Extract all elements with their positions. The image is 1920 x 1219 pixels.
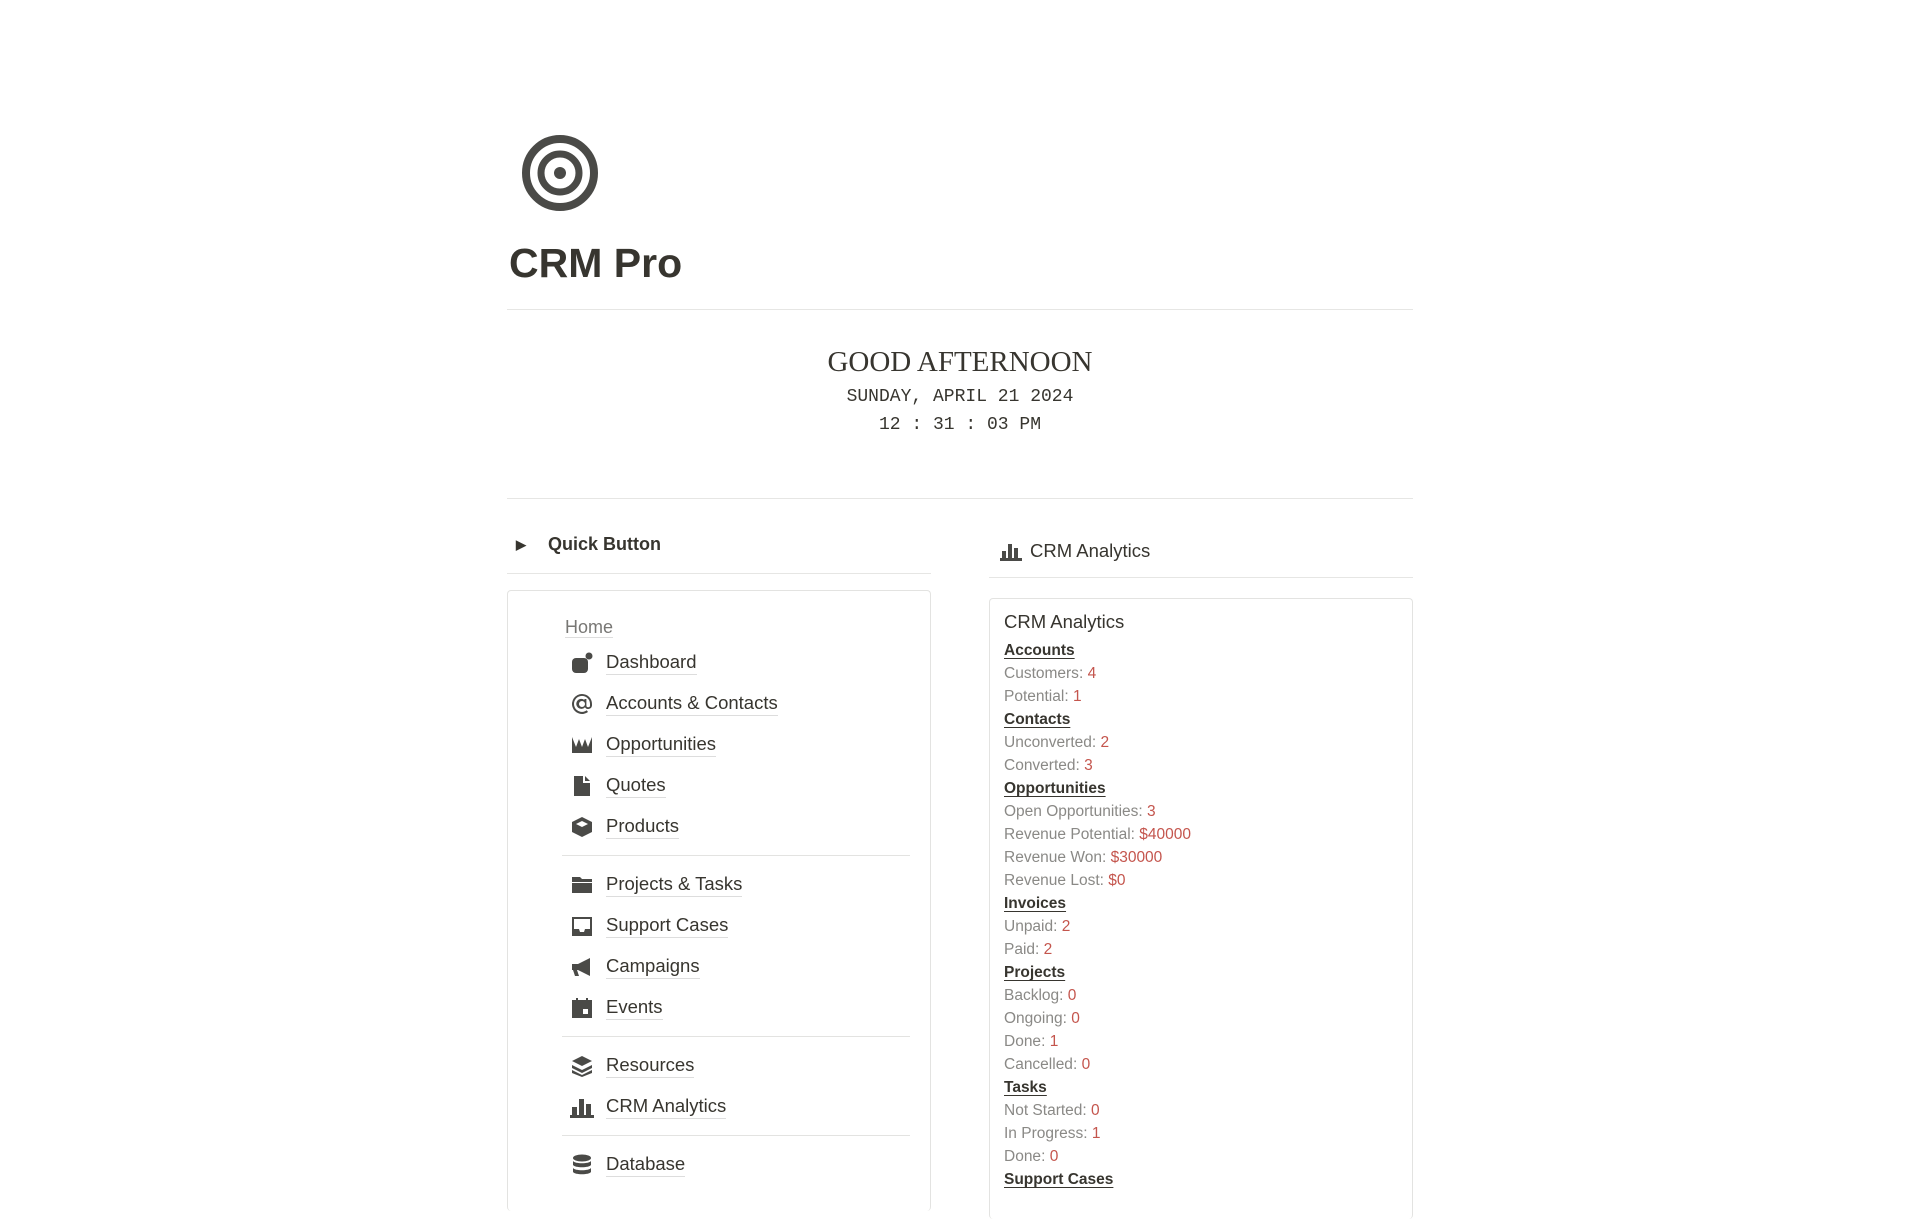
stat-label: Backlog xyxy=(1004,987,1060,1004)
stat-value: 0 xyxy=(1091,1102,1100,1119)
nav-divider xyxy=(562,855,910,856)
section-heading[interactable]: Support Cases xyxy=(1004,1171,1114,1188)
stat-row: Done: 0 xyxy=(1004,1148,1059,1165)
stat-value: 2 xyxy=(1061,918,1071,935)
inbox-icon xyxy=(570,914,594,938)
nav-item-crm-analytics[interactable] xyxy=(565,1086,910,1127)
stat-value: 1 xyxy=(1049,1033,1059,1050)
stat-row: Backlog: 0 xyxy=(1004,987,1077,1004)
stat-label: Not Started xyxy=(1004,1102,1083,1119)
at-icon xyxy=(570,692,594,716)
divider xyxy=(507,309,1413,310)
nav-item-database[interactable] xyxy=(565,1144,910,1185)
nav-item-label: Projects & Tasks xyxy=(606,872,742,897)
stat-label: Done xyxy=(1004,1148,1042,1165)
stat-row: Paid: 2 xyxy=(1004,941,1053,958)
nav-menu xyxy=(565,612,910,1185)
target-icon xyxy=(522,135,598,211)
database-icon xyxy=(570,1153,594,1177)
nav-item-projects-tasks[interactable] xyxy=(565,864,910,905)
nav-item-label: Opportunities xyxy=(606,732,716,757)
clock: 12 : 31 : 03 PM xyxy=(878,415,1042,435)
greeting: GOOD AFTERNOON xyxy=(827,346,1093,378)
calendar-icon xyxy=(570,996,594,1020)
stat-row: Unpaid: 2 xyxy=(1004,918,1071,935)
section-heading[interactable]: Invoices xyxy=(1004,895,1067,912)
stat-value: 3 xyxy=(1147,803,1156,820)
stat-label: Cancelled xyxy=(1004,1056,1073,1073)
nav-item-dashboard[interactable] xyxy=(565,642,910,683)
stat-value: 0 xyxy=(1071,1010,1080,1027)
nav-item-label: Campaigns xyxy=(606,954,700,979)
stat-label: Done xyxy=(1004,1033,1042,1050)
stat-row: Not Started: 0 xyxy=(1004,1102,1100,1119)
nav-item-label: Accounts & Contacts xyxy=(606,691,778,716)
stat-label: Converted xyxy=(1004,757,1076,774)
triangle-right-icon: ▶ xyxy=(516,536,526,552)
nav-item-label: Dashboard xyxy=(606,650,697,675)
date: SUNDAY, APRIL 21 2024 xyxy=(846,387,1074,407)
page-title: CRM Pro xyxy=(509,240,683,286)
nav-item-accounts-contacts[interactable] xyxy=(565,683,910,724)
nav-item-label: Products xyxy=(606,814,679,839)
stat-label: Revenue Potential xyxy=(1004,826,1131,843)
toggle-label: Quick Button xyxy=(548,534,661,554)
stat-value: 1 xyxy=(1091,1125,1101,1142)
stat-row: In Progress: 1 xyxy=(1004,1125,1101,1142)
section-heading[interactable]: Accounts xyxy=(1004,642,1075,659)
nav-item-resources[interactable] xyxy=(565,1045,910,1086)
nav-item-support-cases[interactable] xyxy=(565,905,910,946)
section-heading[interactable]: Contacts xyxy=(1004,711,1071,728)
home-link[interactable]: Home xyxy=(565,617,614,637)
stat-label: In Progress xyxy=(1004,1125,1084,1142)
divider xyxy=(989,577,1413,578)
stat-row: Open Opportunities: 3 xyxy=(1004,803,1156,820)
section-heading[interactable]: Projects xyxy=(1004,964,1066,981)
dashboard-icon xyxy=(570,651,594,675)
analytics-stats xyxy=(1004,611,1191,1191)
nav-item-label: Support Cases xyxy=(606,913,728,938)
crown-icon xyxy=(570,733,594,757)
nav-divider xyxy=(562,1036,910,1037)
nav-item-label: Events xyxy=(606,995,663,1020)
nav-item-label: Database xyxy=(606,1152,685,1177)
nav-item-label: Resources xyxy=(606,1053,694,1078)
stat-value: 0 xyxy=(1049,1148,1059,1165)
nav-item-products[interactable] xyxy=(565,806,910,847)
stat-row: Customers: 4 xyxy=(1004,665,1097,682)
stat-row: Potential: 1 xyxy=(1004,688,1082,705)
folder-icon xyxy=(570,873,594,897)
bar-chart-icon xyxy=(570,1095,594,1119)
divider xyxy=(507,498,1413,499)
layers-icon xyxy=(570,1054,594,1078)
stat-value: 2 xyxy=(1043,941,1053,958)
megaphone-icon xyxy=(570,955,594,979)
nav-item-label: CRM Analytics xyxy=(606,1094,726,1119)
stat-label: Open Opportunities xyxy=(1004,803,1139,820)
nav-item-opportunities[interactable] xyxy=(565,724,910,765)
stat-label: Unconverted xyxy=(1004,734,1092,751)
nav-item-label: Quotes xyxy=(606,773,666,798)
nav-divider xyxy=(562,1135,910,1136)
stat-row: Revenue Potential: $40000 xyxy=(1004,826,1192,843)
analytics-title: CRM Analytics xyxy=(1004,611,1125,632)
nav-item-quotes[interactable] xyxy=(565,765,910,806)
stat-value: 0 xyxy=(1067,987,1077,1004)
stat-value: 3 xyxy=(1084,757,1093,774)
document-icon xyxy=(570,774,594,798)
quick-button-toggle[interactable] xyxy=(516,534,661,555)
stat-value: $30000 xyxy=(1110,849,1163,866)
stat-label: Revenue Won xyxy=(1004,849,1102,866)
stat-label: Unpaid xyxy=(1004,918,1054,935)
bar-chart-icon xyxy=(1000,541,1022,561)
stat-row: Done: 1 xyxy=(1004,1033,1059,1050)
stat-row: Converted: 3 xyxy=(1004,757,1093,774)
nav-item-campaigns[interactable] xyxy=(565,946,910,987)
nav-item-events[interactable] xyxy=(565,987,910,1028)
analytics-heading-label: CRM Analytics xyxy=(1030,540,1151,561)
section-heading[interactable]: Tasks xyxy=(1004,1079,1047,1096)
stat-value: 1 xyxy=(1072,688,1082,705)
stat-row: Ongoing: 0 xyxy=(1004,1010,1080,1027)
stat-row: Cancelled: 0 xyxy=(1004,1056,1091,1073)
stat-value: 4 xyxy=(1087,665,1097,682)
section-heading[interactable]: Opportunities xyxy=(1004,780,1106,797)
stat-label: Paid xyxy=(1004,941,1036,958)
box-icon xyxy=(570,815,594,839)
stat-value: 0 xyxy=(1081,1056,1091,1073)
divider xyxy=(507,573,931,574)
stat-label: Revenue Lost xyxy=(1004,872,1100,889)
stat-row: Revenue Lost: $0 xyxy=(1004,872,1126,889)
analytics-heading xyxy=(1000,540,1150,562)
stat-value: $40000 xyxy=(1139,826,1192,843)
stat-label: Customers xyxy=(1004,665,1079,682)
stat-value: $0 xyxy=(1108,872,1126,889)
stat-row: Unconverted: 2 xyxy=(1004,734,1110,751)
stat-row: Revenue Won: $30000 xyxy=(1004,849,1163,866)
stat-label: Ongoing xyxy=(1004,1010,1063,1027)
stat-value: 2 xyxy=(1100,734,1110,751)
stat-label: Potential xyxy=(1004,688,1065,705)
